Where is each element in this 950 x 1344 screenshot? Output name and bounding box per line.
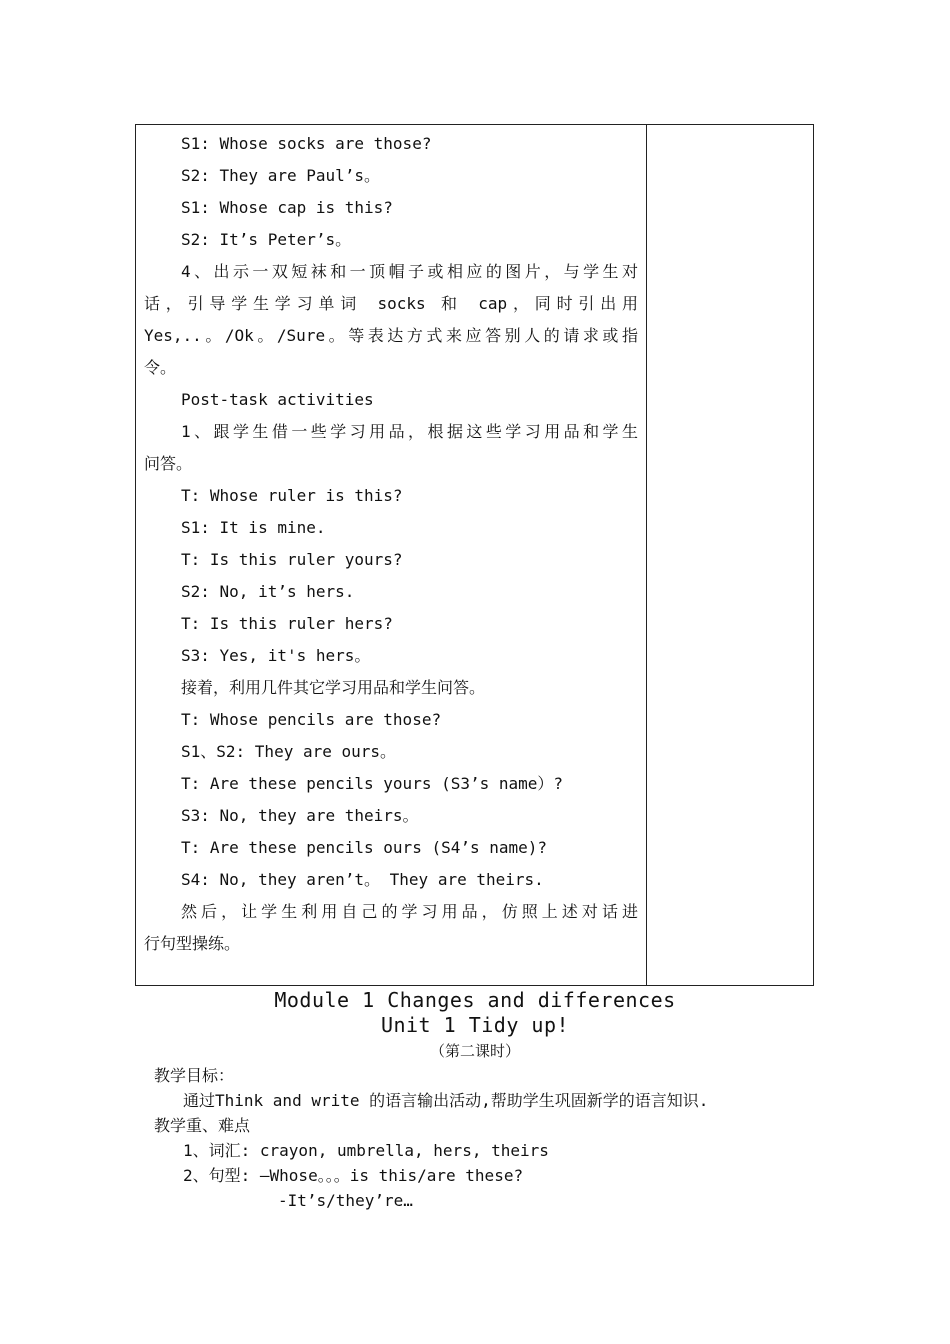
paragraph-line: 1、跟学生借一些学习用品，根据这些学习用品和学生: [181, 422, 638, 441]
dialogue-line: S2: It’s Peter’s。: [181, 230, 352, 249]
dialogue-line: S3: No, they are theirs。: [181, 806, 419, 825]
dialogue-line: T: Whose pencils are those?: [181, 710, 442, 729]
dialogue-line: S1: It is mine.: [181, 518, 326, 537]
lesson-table: [135, 124, 814, 986]
dialogue-line: S2: They are Paul’s。: [181, 166, 381, 185]
section-heading: Post-task activities: [181, 390, 374, 409]
paragraph-line: Yes,..。/Ok。/Sure。等表达方式来应答别人的请求或指: [144, 326, 638, 345]
dialogue-line: S4: No, they aren’t。 They are theirs.: [181, 870, 544, 889]
paragraph-line: 接着，利用几件其它学习用品和学生问答。: [181, 678, 486, 697]
paragraph-line: 行句型操练。: [144, 934, 241, 953]
paragraph-line: 问答。: [144, 454, 193, 473]
dialogue-line: T: Are these pencils ours (S4’s name)?: [181, 838, 548, 857]
objectives-text: 通过Think and write 的语言输出活动,帮助学生巩固新学的语言知识.: [183, 1091, 709, 1110]
dialogue-line: T: Is this ruler yours?: [181, 550, 403, 569]
objectives-heading: 教学目标：: [154, 1066, 235, 1085]
dialogue-line: S1: Whose socks are those?: [181, 134, 432, 153]
dialogue-line: S1、S2: They are ours。: [181, 742, 397, 761]
dialogue-line: S3: Yes, it's hers。: [181, 646, 371, 665]
paragraph-line: 然后，让学生利用自己的学习用品，仿照上述对话进: [181, 902, 638, 921]
dialogue-line: T: Are these pencils yours (S3’s name）?: [181, 774, 564, 793]
dialogue-line: T: Whose ruler is this?: [181, 486, 403, 505]
answer-line: -It’s/they’re…: [278, 1191, 413, 1210]
key-points-heading: 教学重、难点: [154, 1116, 251, 1135]
module-title: Module 1 Changes and differences: [274, 988, 676, 1012]
dialogue-line: S1: Whose cap is this?: [181, 198, 393, 217]
vocab-line: 1、词汇: crayon, umbrella, hers, theirs: [183, 1141, 549, 1160]
lesson-label: （第二课时）: [429, 1042, 520, 1060]
paragraph-line: 话，引导学生学习单词 socks 和 cap，同时引出用: [144, 294, 638, 313]
paragraph-line: 令。: [144, 358, 177, 377]
table-content-cell: [136, 128, 646, 960]
dialogue-line: T: Is this ruler hers?: [181, 614, 393, 633]
dialogue-line: S2: No, it’s hers.: [181, 582, 355, 601]
column-divider: [646, 125, 647, 985]
unit-title: Unit 1 Tidy up!: [380, 1013, 570, 1037]
sentence-line: 2、句型: —Whose。。。is this/are these?: [183, 1166, 524, 1185]
paragraph-line: 4、出示一双短袜和一顶帽子或相应的图片，与学生对: [181, 262, 638, 281]
